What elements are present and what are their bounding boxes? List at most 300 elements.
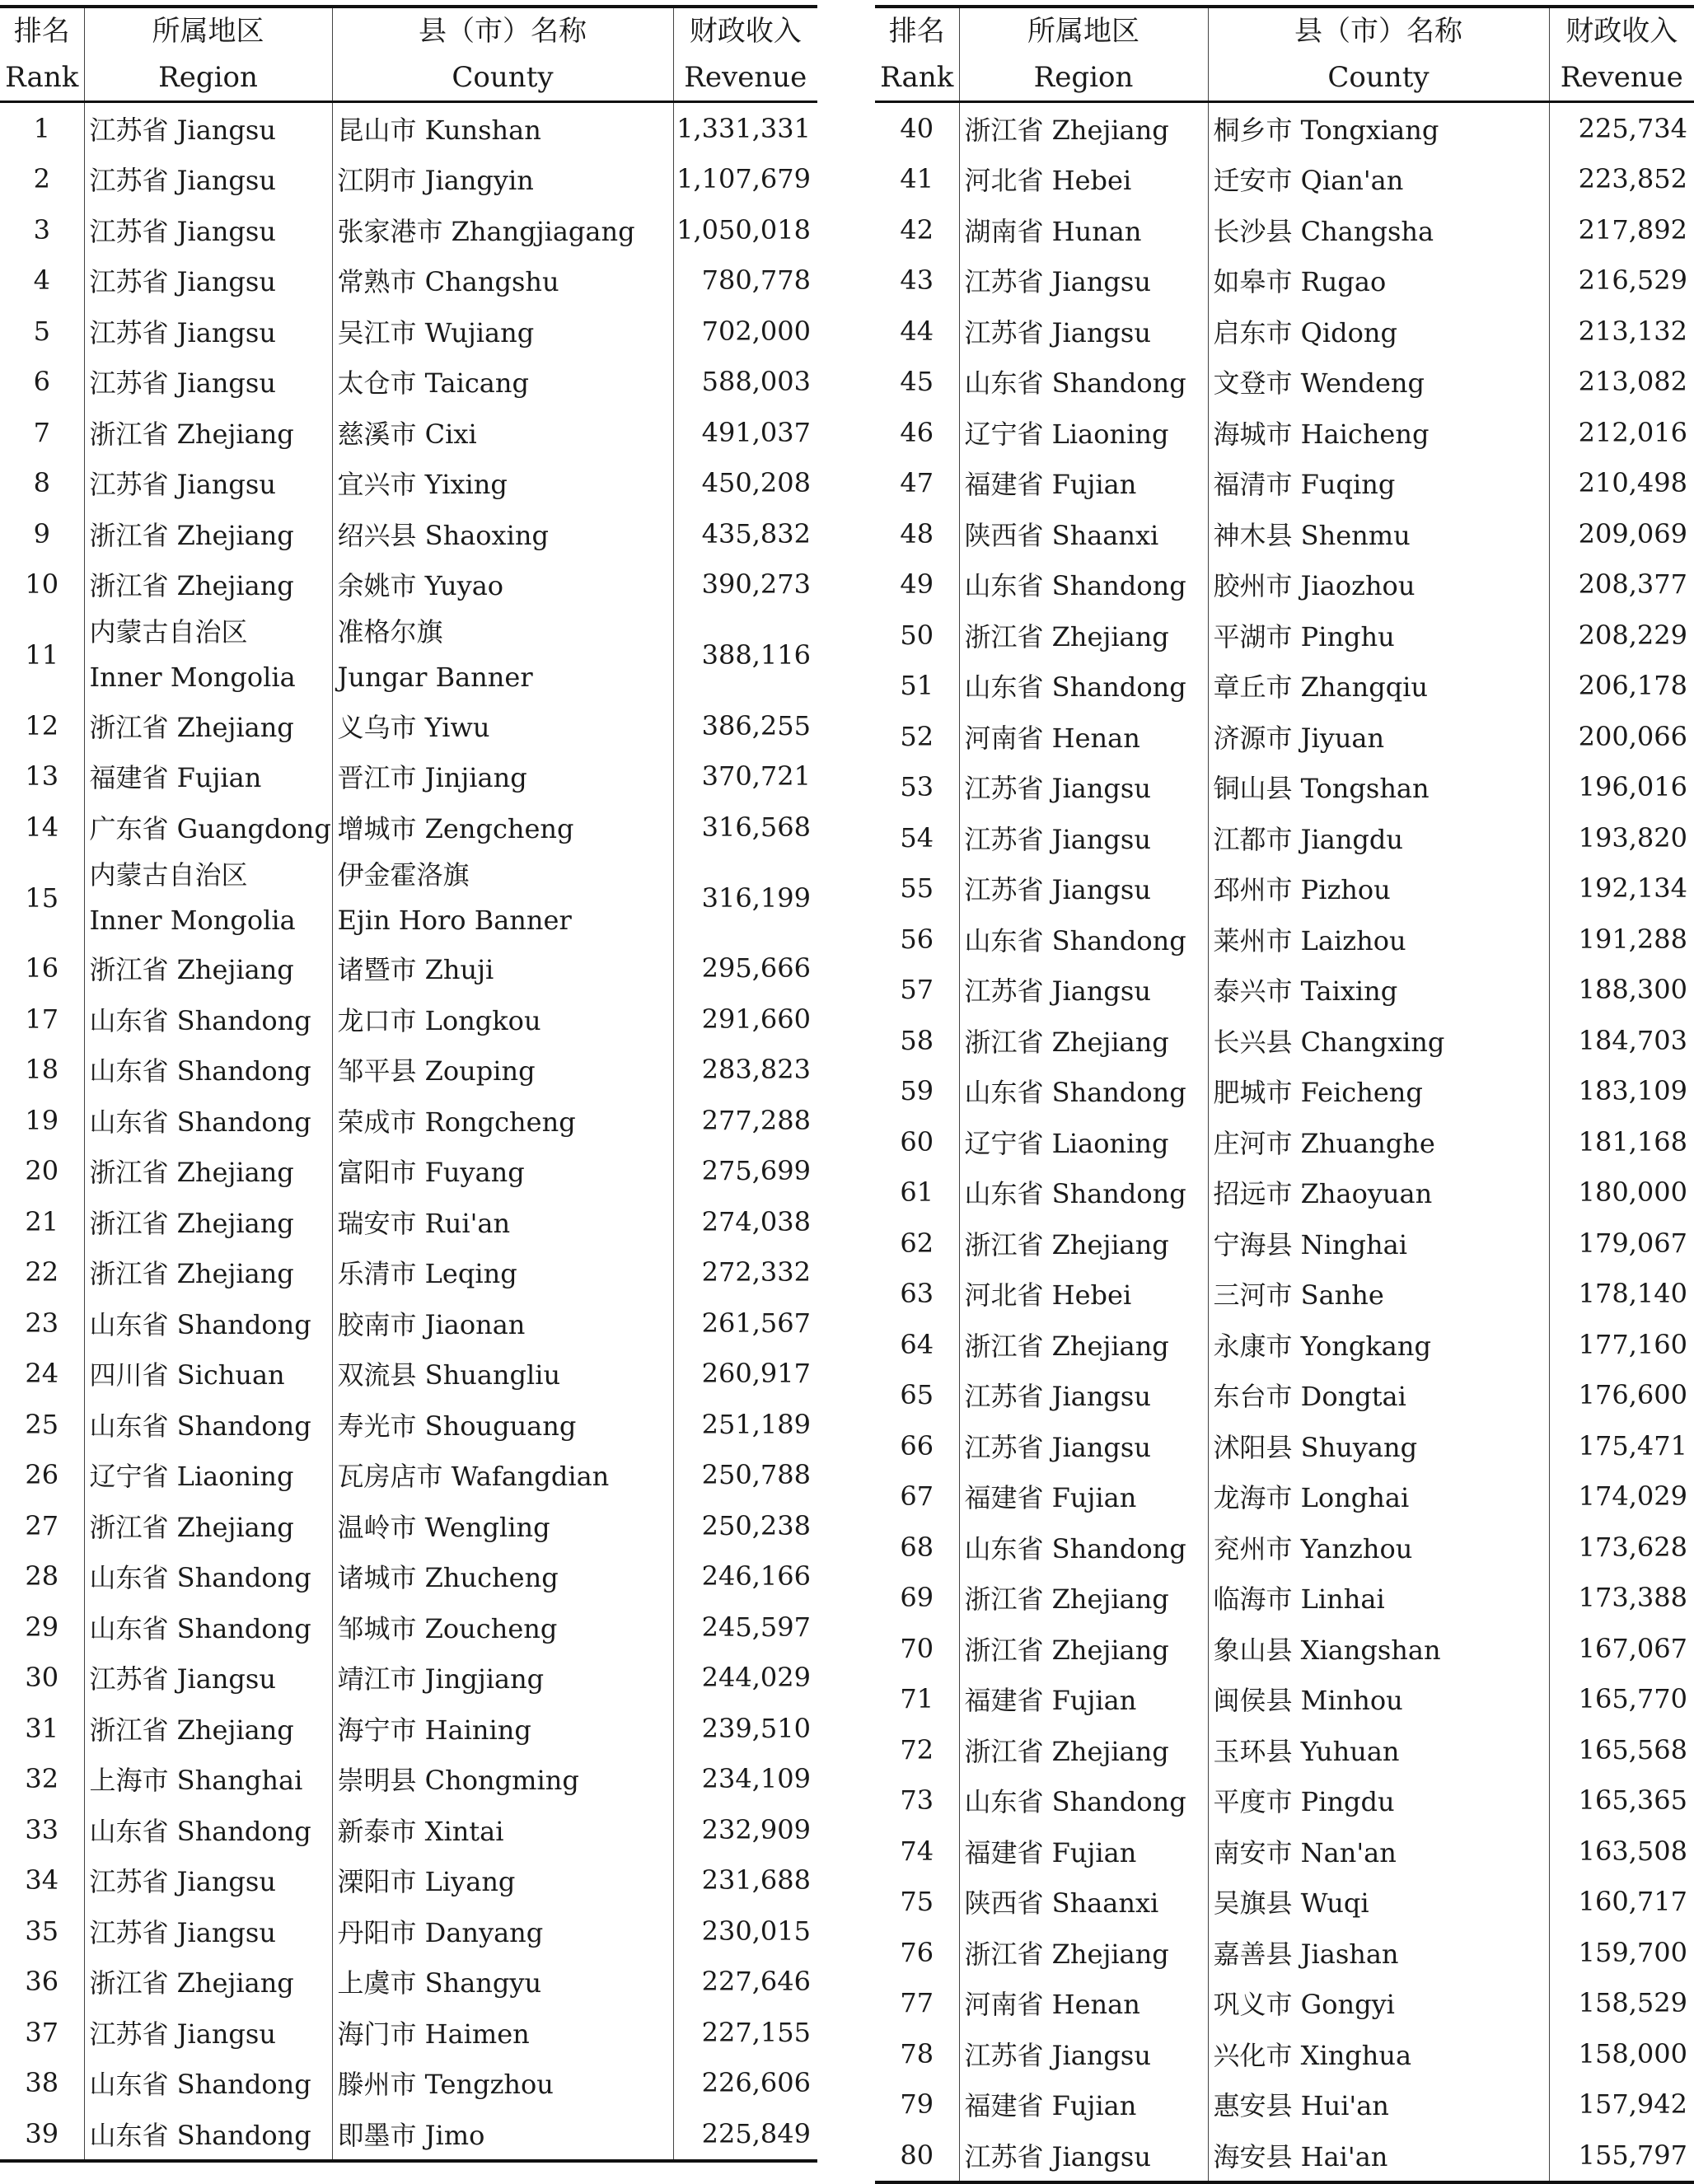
- table-row: [875, 1978, 1694, 2029]
- county-cell: 三河市 Sanhe: [1208, 1269, 1549, 1320]
- header-region-cn: 所属地区: [959, 7, 1208, 54]
- county-cell: 沭阳县 Shuyang: [1208, 1420, 1549, 1471]
- table-row: [875, 661, 1694, 712]
- county-cell: 海城市 Haicheng: [1208, 407, 1549, 458]
- region-cell: 江苏省 Jiangsu: [84, 458, 332, 509]
- region-cell-line1: 内蒙古自治区: [89, 616, 248, 648]
- region-cell: 河南省 Henan: [959, 1978, 1208, 2029]
- revenue-cell: 196,016: [1578, 771, 1687, 803]
- table-body-right: [875, 102, 1694, 2182]
- rank-cell: 38: [0, 2058, 84, 2109]
- county-cell: 绍兴县 Shaoxing: [332, 508, 673, 559]
- revenue-cell: 274,038: [701, 1205, 811, 1237]
- county-cell: 肥城市 Feicheng: [1208, 1066, 1549, 1117]
- table-row: [0, 2058, 817, 2109]
- table-row: [875, 102, 1694, 154]
- table-row: [875, 1370, 1694, 1421]
- county-cell: 庄河市 Zhuanghe: [1208, 1116, 1549, 1167]
- region-cell: 陕西省 Shaanxi: [959, 1877, 1208, 1928]
- table-body-left: [0, 102, 817, 2161]
- rank-cell: 19: [0, 1095, 84, 1146]
- county-cell: 平度市 Pingdu: [1208, 1775, 1549, 1826]
- rank-cell: 20: [0, 1146, 84, 1197]
- region-cell-line2: Inner Mongolia: [89, 662, 296, 693]
- rank-cell: 10: [0, 559, 84, 610]
- rank-cell: 35: [0, 1906, 84, 1957]
- revenue-cell: 230,015: [701, 1915, 811, 1947]
- region-cell: 浙江省 Zhejiang: [959, 1015, 1208, 1066]
- rank-cell: 26: [0, 1450, 84, 1501]
- revenue-cell: 158,000: [1578, 2037, 1687, 2069]
- table-row: [0, 204, 817, 255]
- county-cell: 兖州市 Yanzhou: [1208, 1522, 1549, 1573]
- region-cell: 江苏省 Jiangsu: [84, 204, 332, 255]
- table-row: [0, 1754, 817, 1805]
- county-cell: 荣成市 Rongcheng: [332, 1095, 673, 1146]
- rank-cell: 53: [875, 762, 959, 813]
- region-cell: 河南省 Henan: [959, 711, 1208, 762]
- revenue-cell: 260,917: [701, 1358, 811, 1390]
- table-row: [0, 1602, 817, 1653]
- rank-cell: 44: [875, 306, 959, 357]
- region-cell: 浙江省 Zhejiang: [84, 508, 332, 559]
- region-cell: 山东省 Shandong: [959, 661, 1208, 712]
- county-cell: 如皋市 Rugao: [1208, 255, 1549, 306]
- table-row: [875, 407, 1694, 458]
- header-rank-cn: 排名: [875, 7, 959, 54]
- county-cell: 崇明县 Chongming: [332, 1754, 673, 1805]
- county-cell: 昆山市 Kunshan: [332, 102, 673, 154]
- county-cell-line1: 准格尔旗: [337, 616, 443, 648]
- revenue-cell: 272,332: [701, 1256, 811, 1288]
- table-row: [875, 863, 1694, 914]
- county-cell: 滕州市 Tengzhou: [332, 2058, 673, 2109]
- region-cell: 江苏省 Jiangsu: [959, 2028, 1208, 2079]
- region-cell: 浙江省 Zhejiang: [84, 1146, 332, 1197]
- county-cell: 丹阳市 Danyang: [332, 1906, 673, 1957]
- county-cell: 海门市 Haimen: [332, 2007, 673, 2058]
- table-row: [875, 2130, 1694, 2182]
- rank-cell: 71: [875, 1674, 959, 1725]
- table-row: [0, 1146, 817, 1197]
- region-cell: 浙江省 Zhejiang: [959, 1573, 1208, 1624]
- table-row: [0, 1804, 817, 1855]
- revenue-cell: 210,498: [1578, 467, 1687, 499]
- region-cell: 浙江省 Zhejiang: [84, 559, 332, 610]
- rank-cell: 45: [875, 357, 959, 408]
- county-cell: 吴江市 Wujiang: [332, 306, 673, 357]
- region-cell: 山东省 Shandong: [959, 1775, 1208, 1826]
- rank-cell: 63: [875, 1269, 959, 1320]
- rank-cell: 55: [875, 863, 959, 914]
- county-cell: 邹城市 Zoucheng: [332, 1602, 673, 1653]
- table-row: [875, 1066, 1694, 1117]
- table-row: [0, 1045, 817, 1096]
- rank-cell: 18: [0, 1045, 84, 1096]
- revenue-cell: 208,229: [1578, 619, 1687, 651]
- table-row: [875, 762, 1694, 813]
- region-cell: 山东省 Shandong: [959, 1167, 1208, 1218]
- revenue-cell: 386,255: [701, 709, 811, 741]
- revenue-cell: 1,050,018: [676, 213, 811, 246]
- region-cell: 江苏省 Jiangsu: [959, 863, 1208, 914]
- revenue-cell: 1,107,679: [676, 163, 811, 195]
- rank-cell: 32: [0, 1754, 84, 1805]
- rank-cell: 80: [875, 2130, 959, 2182]
- revenue-cell: 213,132: [1578, 315, 1687, 347]
- region-cell: 江苏省 Jiangsu: [84, 1855, 332, 1906]
- county-cell: 玉环县 Yuhuan: [1208, 1724, 1549, 1775]
- county-cell: 瓦房店市 Wafangdian: [332, 1450, 673, 1501]
- rank-cell: 3: [0, 204, 84, 255]
- table-row: [875, 508, 1694, 559]
- revenue-cell: 160,717: [1578, 1886, 1687, 1918]
- revenue-cell: 167,067: [1578, 1632, 1687, 1664]
- rank-cell: 56: [875, 914, 959, 965]
- county-cell: 邳州市 Pizhou: [1208, 863, 1549, 914]
- county-cell: 招远市 Zhaoyuan: [1208, 1167, 1549, 1218]
- rank-cell: 78: [875, 2028, 959, 2079]
- revenue-cell: 157,942: [1578, 2088, 1687, 2121]
- revenue-cell: 158,529: [1578, 1987, 1687, 2019]
- rank-cell: 72: [875, 1724, 959, 1775]
- county-cell: 吴旗县 Wuqi: [1208, 1877, 1549, 1928]
- rank-cell: 8: [0, 458, 84, 509]
- county-cell: 龙口市 Longkou: [332, 994, 673, 1045]
- revenue-cell: 178,140: [1578, 1278, 1687, 1310]
- rank-cell: 22: [0, 1247, 84, 1298]
- rank-cell: 24: [0, 1349, 84, 1400]
- table-row: [0, 458, 817, 509]
- table-row: [0, 508, 817, 559]
- header-revenue-cn: 财政收入: [673, 7, 817, 54]
- revenue-cell: 181,168: [1578, 1125, 1687, 1157]
- region-cell: 浙江省 Zhejiang: [84, 407, 332, 458]
- county-cell: 兴化市 Xinghua: [1208, 2028, 1549, 2079]
- region-cell: 上海市 Shanghai: [84, 1754, 332, 1805]
- revenue-cell: 239,510: [701, 1712, 811, 1744]
- region-cell: 福建省 Fujian: [959, 1471, 1208, 1522]
- revenue-cell: 155,797: [1549, 2130, 1694, 2182]
- table-row: [875, 1269, 1694, 1320]
- region-cell: 山东省 Shandong: [84, 1399, 332, 1450]
- table-row: [0, 700, 817, 751]
- table-row: [875, 1471, 1694, 1522]
- county-cell: 太仓市 Taicang: [332, 357, 673, 408]
- table-row: [875, 610, 1694, 661]
- rank-cell: 76: [875, 1927, 959, 1978]
- table-row: [875, 154, 1694, 205]
- table-row: [0, 559, 817, 610]
- revenue-cell: 232,909: [701, 1813, 811, 1845]
- region-cell: 山东省 Shandong: [84, 1602, 332, 1653]
- county-cell: 江阴市 Jiangyin: [332, 154, 673, 205]
- revenue-cell: 283,823: [701, 1054, 811, 1086]
- region-cell: 陕西省 Shaanxi: [959, 508, 1208, 559]
- county-cell-line2: Ejin Horo Banner: [337, 904, 572, 936]
- header-region-en: Region: [959, 54, 1208, 102]
- county-cell: 象山县 Xiangshan: [1208, 1623, 1549, 1674]
- region-cell: 江苏省 Jiangsu: [959, 255, 1208, 306]
- table-row: [0, 610, 817, 700]
- county-cell: 临海市 Linhai: [1208, 1573, 1549, 1624]
- revenue-cell: 227,155: [701, 2016, 811, 2048]
- revenue-cell: 217,892: [1578, 213, 1687, 246]
- county-cell: 新泰市 Xintai: [332, 1804, 673, 1855]
- table-row: [875, 1167, 1694, 1218]
- revenue-cell: 184,703: [1578, 1024, 1687, 1056]
- table-row: [0, 1349, 817, 1400]
- county-cell: 福清市 Fuqing: [1208, 458, 1549, 509]
- revenue-cell: 225,734: [1578, 112, 1687, 144]
- county-cell: 章丘市 Zhangqiu: [1208, 661, 1549, 712]
- header-region-en: Region: [84, 54, 332, 102]
- table-row: [875, 2079, 1694, 2130]
- header-revenue-cn: 财政收入: [1549, 7, 1694, 54]
- county-cell: 永康市 Yongkang: [1208, 1319, 1549, 1370]
- rank-cell: 13: [0, 751, 84, 802]
- rank-cell: 9: [0, 508, 84, 559]
- rank-cell: 4: [0, 255, 84, 306]
- county-cell: 江都市 Jiangdu: [1208, 812, 1549, 863]
- header-rank-en: Rank: [0, 54, 84, 102]
- county-cell: 胶州市 Jiaozhou: [1208, 559, 1549, 610]
- table-row: [0, 1298, 817, 1349]
- table-row: [875, 1877, 1694, 1928]
- table-row: [0, 751, 817, 802]
- table-row: [0, 1551, 817, 1602]
- rank-cell: 28: [0, 1551, 84, 1602]
- county-cell: [332, 853, 673, 943]
- rank-cell: 16: [0, 943, 84, 994]
- table-row: [0, 1196, 817, 1247]
- rank-cell: 79: [875, 2079, 959, 2130]
- revenue-cell: 250,238: [701, 1509, 811, 1541]
- table-row: [875, 1218, 1694, 1269]
- table-row: [875, 306, 1694, 357]
- table-row: [0, 154, 817, 205]
- table-row: [0, 1653, 817, 1704]
- county-cell: 长沙县 Changsha: [1208, 204, 1549, 255]
- county-cell: 上虞市 Shangyu: [332, 1957, 673, 2008]
- region-cell: [84, 853, 332, 943]
- revenue-cell: 163,508: [1578, 1835, 1687, 1867]
- table-row: [0, 357, 817, 408]
- region-cell: 山东省 Shandong: [959, 357, 1208, 408]
- region-cell: 江苏省 Jiangsu: [959, 762, 1208, 813]
- revenue-cell: 250,788: [701, 1459, 811, 1491]
- region-cell: 浙江省 Zhejiang: [84, 700, 332, 751]
- revenue-cell: 246,166: [701, 1560, 811, 1592]
- revenue-cell: 206,178: [1578, 670, 1687, 702]
- table-row: [0, 1957, 817, 2008]
- rank-cell: 51: [875, 661, 959, 712]
- region-cell: 浙江省 Zhejiang: [959, 1623, 1208, 1674]
- county-cell: 即墨市 Jimo: [332, 2108, 673, 2161]
- rank-cell: 46: [875, 407, 959, 458]
- county-cell: 邹平县 Zouping: [332, 1045, 673, 1096]
- county-cell: 平湖市 Pinghu: [1208, 610, 1549, 661]
- table-row: [875, 2028, 1694, 2079]
- county-cell: 双流县 Shuangliu: [332, 1349, 673, 1400]
- table-row: [0, 1450, 817, 1501]
- revenue-cell: 275,699: [701, 1155, 811, 1187]
- rank-cell: 62: [875, 1218, 959, 1269]
- revenue-cell: 244,029: [701, 1662, 811, 1694]
- county-cell: 泰兴市 Taixing: [1208, 965, 1549, 1016]
- table-row: [875, 1319, 1694, 1370]
- table-row: [0, 1855, 817, 1906]
- county-cell: 增城市 Zengcheng: [332, 802, 673, 853]
- revenue-cell: 588,003: [701, 366, 811, 398]
- county-cell: 宜兴市 Yixing: [332, 458, 673, 509]
- county-cell: 瑞安市 Rui'an: [332, 1196, 673, 1247]
- region-cell: 山东省 Shandong: [959, 914, 1208, 965]
- revenue-cell: 702,000: [701, 315, 811, 347]
- rank-cell: 21: [0, 1196, 84, 1247]
- rank-cell: 64: [875, 1319, 959, 1370]
- rank-cell: 34: [0, 1855, 84, 1906]
- revenue-cell: 1,331,331: [676, 112, 811, 144]
- county-cell-line1: 伊金霍洛旗: [337, 858, 470, 891]
- county-cell: 文登市 Wendeng: [1208, 357, 1549, 408]
- region-cell: 浙江省 Zhejiang: [84, 1500, 332, 1551]
- table-row: [875, 1015, 1694, 1066]
- table-row: [875, 255, 1694, 306]
- table-row: [0, 1247, 817, 1298]
- county-cell: 海安县 Hai'an: [1208, 2130, 1549, 2182]
- header-rank-en: Rank: [875, 54, 959, 102]
- region-cell: 福建省 Fujian: [84, 751, 332, 802]
- table-row: [0, 2108, 817, 2161]
- rank-cell: 75: [875, 1877, 959, 1928]
- region-cell: 湖南省 Hunan: [959, 204, 1208, 255]
- table-row: [0, 853, 817, 943]
- region-cell: 江苏省 Jiangsu: [84, 154, 332, 205]
- revenue-cell: 173,628: [1578, 1531, 1687, 1563]
- rank-cell: 31: [0, 1703, 84, 1754]
- revenue-cell: 188,300: [1578, 974, 1687, 1006]
- header-region-cn: 所属地区: [84, 7, 332, 54]
- rank-cell: 42: [875, 204, 959, 255]
- county-cell: 常熟市 Changshu: [332, 255, 673, 306]
- rank-cell: 29: [0, 1602, 84, 1653]
- county-cell: 桐乡市 Tongxiang: [1208, 102, 1549, 154]
- table-row: [875, 1927, 1694, 1978]
- rank-cell: 74: [875, 1826, 959, 1877]
- table-row: [875, 812, 1694, 863]
- county-cell: 诸暨市 Zhuji: [332, 943, 673, 994]
- region-cell: 山东省 Shandong: [84, 1551, 332, 1602]
- region-cell: 浙江省 Zhejiang: [959, 610, 1208, 661]
- table-row: [0, 407, 817, 458]
- revenue-cell: 179,067: [1578, 1227, 1687, 1259]
- table-row: [875, 458, 1694, 509]
- rank-cell: 43: [875, 255, 959, 306]
- header-revenue-en: Revenue: [673, 54, 817, 102]
- region-cell: 江苏省 Jiangsu: [959, 306, 1208, 357]
- region-cell: 山东省 Shandong: [84, 1045, 332, 1096]
- revenue-cell: 183,109: [1578, 1075, 1687, 1107]
- table-header: [875, 7, 1694, 102]
- rank-cell: 65: [875, 1370, 959, 1421]
- revenue-cell: 780,778: [701, 264, 811, 297]
- region-cell: 山东省 Shandong: [84, 994, 332, 1045]
- region-cell: 浙江省 Zhejiang: [84, 1196, 332, 1247]
- region-cell: 山东省 Shandong: [84, 2108, 332, 2161]
- table-row: [0, 306, 817, 357]
- county-cell: 铜山县 Tongshan: [1208, 762, 1549, 813]
- rank-cell: 30: [0, 1653, 84, 1704]
- region-cell: 广东省 Guangdong: [84, 802, 332, 853]
- county-cell: 温岭市 Wengling: [332, 1500, 673, 1551]
- rank-cell: 61: [875, 1167, 959, 1218]
- region-cell: 河北省 Hebei: [959, 154, 1208, 205]
- rank-cell: 50: [875, 610, 959, 661]
- table-row: [875, 1623, 1694, 1674]
- rank-cell: 33: [0, 1804, 84, 1855]
- region-cell: 江苏省 Jiangsu: [84, 1906, 332, 1957]
- region-cell: 山东省 Shandong: [959, 1066, 1208, 1117]
- table-row: [0, 1500, 817, 1551]
- county-cell: 义乌市 Yiwu: [332, 700, 673, 751]
- county-cell: 诸城市 Zhucheng: [332, 1551, 673, 1602]
- region-cell: 福建省 Fujian: [959, 458, 1208, 509]
- county-cell: 启东市 Qidong: [1208, 306, 1549, 357]
- table-row: [875, 1522, 1694, 1573]
- county-cell: 莱州市 Laizhou: [1208, 914, 1549, 965]
- region-cell: 江苏省 Jiangsu: [84, 2007, 332, 2058]
- revenue-cell: 234,109: [701, 1763, 811, 1795]
- region-cell: 浙江省 Zhejiang: [84, 1703, 332, 1754]
- revenue-cell: 212,016: [1578, 416, 1687, 448]
- revenue-cell: 390,273: [701, 568, 811, 601]
- revenue-cell: 193,820: [1578, 821, 1687, 853]
- ranking-table-left: [0, 5, 817, 2163]
- table-row: [875, 1573, 1694, 1624]
- table-row: [875, 1826, 1694, 1877]
- county-cell: 神木县 Shenmu: [1208, 508, 1549, 559]
- table-row: [0, 1703, 817, 1754]
- county-cell: 龙海市 Longhai: [1208, 1471, 1549, 1522]
- rank-cell: 67: [875, 1471, 959, 1522]
- region-cell-line1: 内蒙古自治区: [89, 858, 248, 891]
- header-county-en: County: [332, 54, 673, 102]
- region-cell: 江苏省 Jiangsu: [959, 965, 1208, 1016]
- revenue-cell: 316,568: [701, 811, 811, 843]
- ranking-table-right: [875, 5, 1694, 2184]
- rank-cell: 14: [0, 802, 84, 853]
- header-revenue-en: Revenue: [1549, 54, 1694, 102]
- county-cell: 东台市 Dongtai: [1208, 1370, 1549, 1421]
- rank-cell: 77: [875, 1978, 959, 2029]
- rank-cell: 58: [875, 1015, 959, 1066]
- rank-cell: 40: [875, 102, 959, 154]
- table-row: [0, 255, 817, 306]
- rank-cell: 12: [0, 700, 84, 751]
- table-row: [875, 357, 1694, 408]
- revenue-cell: 388,116: [701, 639, 811, 671]
- revenue-cell: 291,660: [701, 1003, 811, 1035]
- region-cell: 山东省 Shandong: [84, 1804, 332, 1855]
- rank-cell: 25: [0, 1399, 84, 1450]
- revenue-cell: 165,365: [1578, 1784, 1687, 1817]
- county-cell: 迁安市 Qian'an: [1208, 154, 1549, 205]
- county-cell: [332, 610, 673, 700]
- region-cell: 辽宁省 Liaoning: [959, 1116, 1208, 1167]
- rank-cell: 66: [875, 1420, 959, 1471]
- county-cell: 南安市 Nan'an: [1208, 1826, 1549, 1877]
